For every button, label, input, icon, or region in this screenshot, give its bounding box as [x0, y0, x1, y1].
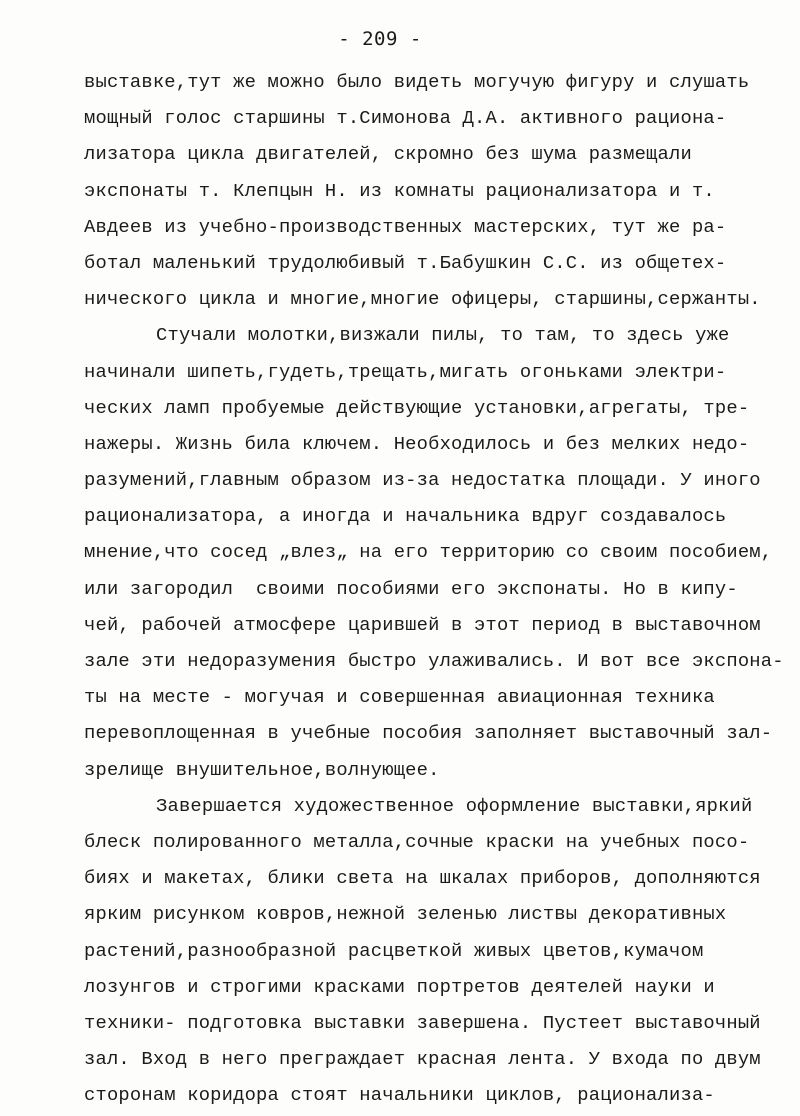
text-line: рационализатора, а иногда и начальника вдруг создавалось — [84, 505, 727, 528]
paragraph-first-line: Стучали молотки,визжали пилы, то там, то здесь уже — [156, 324, 730, 347]
text-line: зале эти недоразумения быстро улаживались. И вот все экспона- — [84, 650, 784, 672]
text-line: зал. Вход в него преграждает красная лента. У входа по двум — [84, 1048, 761, 1071]
text-line: ты на месте - могучая и совершенная авиационная техника — [84, 686, 715, 709]
text-line: растений,разнообразной расцветкой живых цветов,кумачом — [84, 939, 704, 962]
text-line: начинали шипеть,гудеть,трещать,мигать огоньками электри- — [84, 360, 727, 383]
text-line: лозунгов и строгими красками портретов деятелей науки и — [84, 975, 715, 998]
text-line: зрелище внушительное,волнующее. — [84, 758, 440, 781]
text-line: биях и макетах, блики света на шкалах приборов, дополняются — [84, 867, 761, 890]
text-line: выставке,тут же можно было видеть могучую фигуру и слушать — [84, 71, 750, 93]
text-line: перевоплощенная в учебные пособия заполняет выставочный зал- — [84, 722, 773, 745]
page-number: - 209 - — [338, 28, 422, 50]
text-line: сторонам коридора стоят начальники циклов, рационализа- — [84, 1084, 715, 1107]
text-line: блеск полированного металла,сочные краски на учебных посо- — [84, 830, 750, 853]
text-line: экспонаты т. Клепцын Н. из комнаты рационализатора и т. — [84, 179, 715, 202]
text-line: нического цикла и многие,многие офицеры, старшины,сержанты. — [84, 288, 761, 311]
text-line: Авдеев из учебно-производственных мастерских, тут же ра- — [84, 215, 727, 238]
body-text — [84, 64, 796, 1113]
text-line: разумений,главным образом из-за недостатка площади. У иного — [84, 469, 761, 492]
text-line: лизатора цикла двигателей, скромно без шума размещали — [84, 143, 692, 166]
text-line: или загородил своими пособиями его экспонаты. Но в кипу- — [84, 577, 738, 600]
text-line: ческих ламп пробуемые действующие установки,агрегаты, тре- — [84, 396, 750, 419]
text-line: мнение,что сосед „влез„ на его территорию со своим пособием, — [84, 541, 773, 564]
text-line: техники- подготовка выставки завершена. Пустеет выставочный — [84, 1011, 761, 1034]
text-line: ботал маленький трудолюбивый т.Бабушкин С.С. из общетех- — [84, 251, 727, 274]
text-line: нажеры. Жизнь била ключем. Необходилось и без мелких недо- — [84, 432, 750, 455]
text-line: чей, рабочей атмосфере царившей в этот период в выставочном — [84, 613, 761, 636]
text-line: мощный голос старшины т.Симонова Д.А. активного рациона- — [84, 107, 727, 130]
text-line: ярким рисунком ковров,нежной зеленью листвы декоративных — [84, 903, 727, 926]
paragraph-first-line: Завершается художественное оформление выставки,яркий — [156, 794, 753, 817]
